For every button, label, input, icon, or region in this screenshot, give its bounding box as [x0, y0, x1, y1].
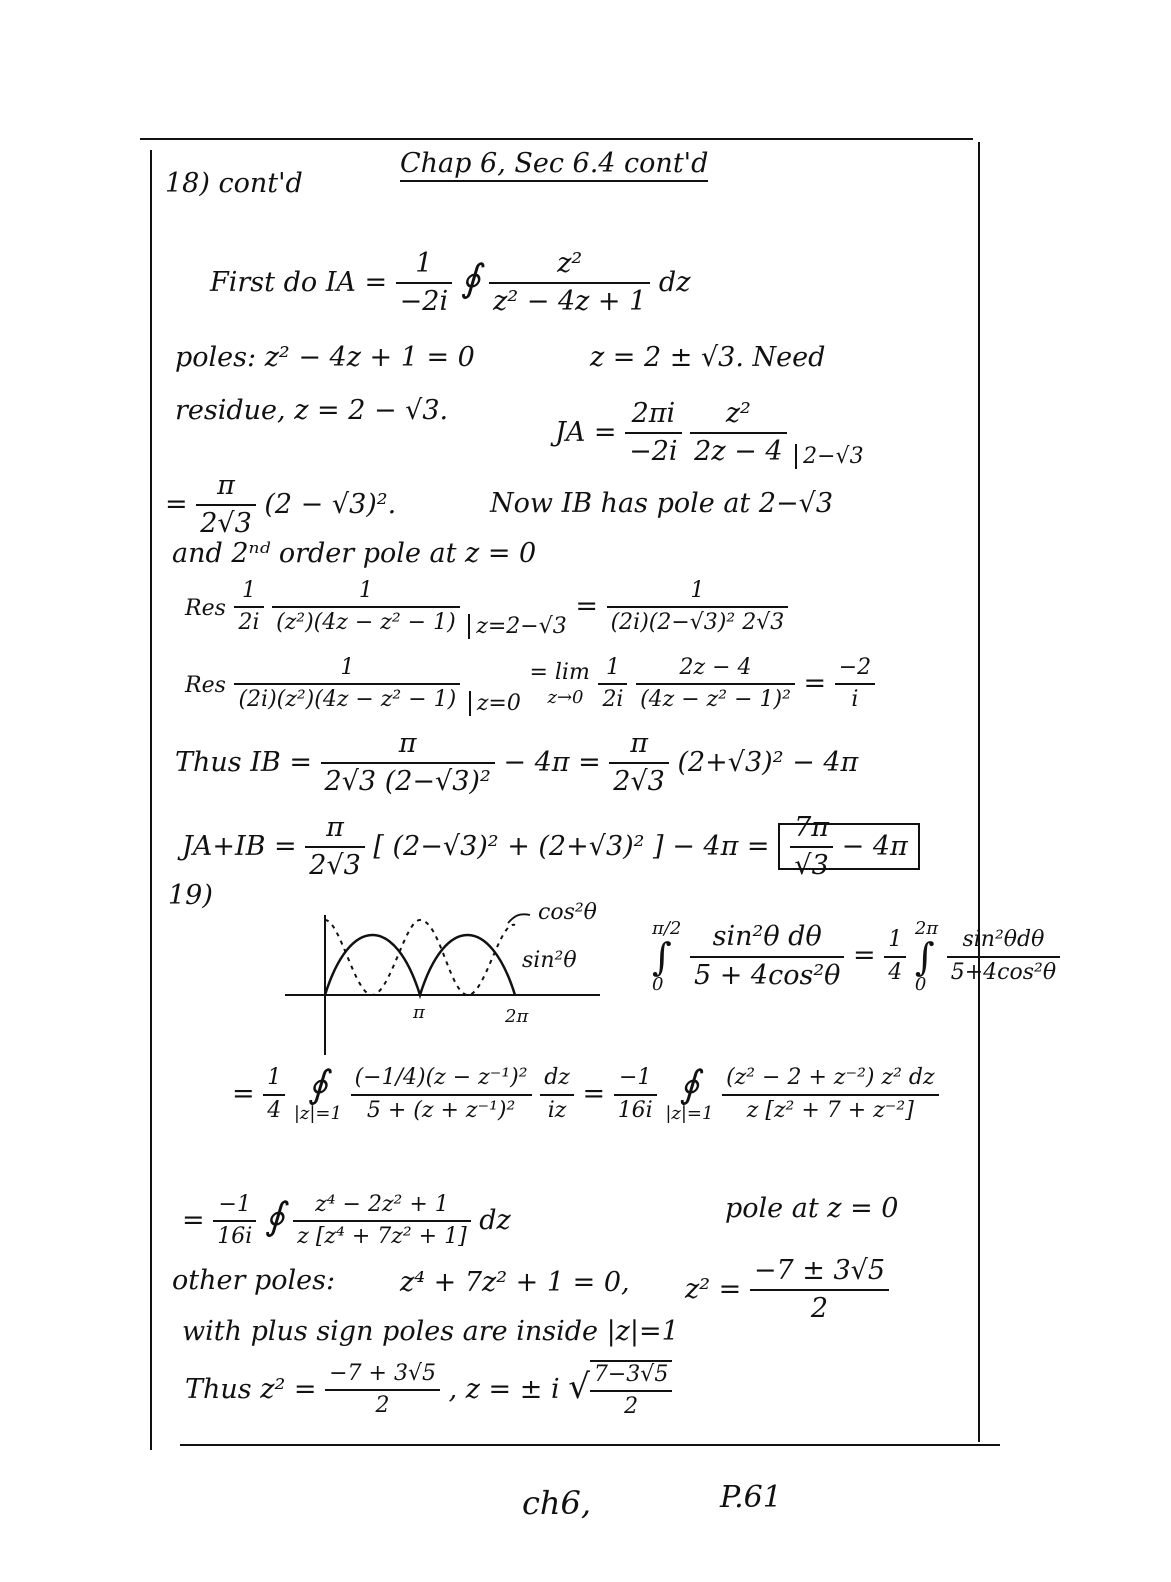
footer-chapter: ch6, — [522, 1484, 592, 1522]
graph-cos-label: cos²θ — [538, 900, 597, 925]
ja-result: = $\frac{\pi}{2√3}$ (2 − √3)². — [165, 470, 397, 540]
ja-frac1: $\frac{2\pi i}{-2i}$ — [625, 398, 681, 469]
top-rule — [140, 138, 973, 140]
sin-squared-curve — [325, 935, 515, 995]
ib-frac1: $\frac{\pi}{\text{2√3 (2−√3)²}}$ — [321, 728, 495, 799]
res1-function: $\frac{1}{\text{(z²)(4z − z² − 1)}}$ — [272, 578, 460, 637]
c1-contour: ∮ |z|=1 — [293, 1062, 342, 1124]
res2-derivative: $\frac{2z - 4}{\text{(4z − z² − 1)²}}$ — [636, 655, 795, 714]
final-answer-box: $\frac{7\pi}{√3}$ − 4π — [778, 823, 920, 870]
res2-coef: $\frac{1}{2i}$ — [598, 655, 627, 714]
poles-equation: poles: z² − 4z + 1 = 0 — [175, 342, 475, 373]
c1-dz: $\frac{dz}{iz}$ — [540, 1065, 574, 1124]
problem-label: 18) cont'd — [165, 168, 303, 199]
left-rule — [150, 150, 152, 1450]
final-poles: Thus z² = $\frac{-7 + 3√5}{2}$ , z = ± i √ $\frac{7-3√5}{2}$ — [185, 1360, 672, 1421]
ib-frac2: $\frac{\pi}{2√3}$ — [609, 728, 669, 799]
thus2-frac: $\frac{-7 + 3√5}{2}$ — [325, 1361, 440, 1420]
residue-1: Res $\frac{1}{2i}$ $\frac{1}{\text{(z²)(4z − z² − 1)}}$ $_{z=2-√3}$ = $\frac{1}{\text{(2i)(2−√3)² 2√3}}$ — [185, 578, 788, 637]
ja-expression — [555, 398, 864, 469]
z2-frac: $\frac{-7 \pm 3√5}{2}$ — [750, 1255, 889, 1326]
thus2-sqrt-frac: $\frac{7-3√5}{2}$ — [590, 1360, 672, 1421]
answer-frac: $\frac{7\pi}{√3}$ — [790, 812, 833, 883]
footer-page-number: P.61 — [720, 1480, 782, 1515]
graph-pi-label: π — [413, 1002, 425, 1023]
ja-frac2: $\frac{\text{z²}}{2z - 4}$ — [690, 398, 786, 469]
ia-label: IA = — [325, 266, 388, 298]
residue-text: residue, z = 2 − √3. — [175, 395, 449, 426]
sum-frac: $\frac{\pi}{2√3}$ — [305, 812, 365, 883]
integral-limits: π/2 ∫ 0 — [652, 918, 682, 995]
res2-result: $\frac{-2}{i}$ — [835, 655, 875, 714]
c1-coef: $\frac{1}{4}$ — [263, 1065, 285, 1124]
plus-sign-note: with plus sign poles are inside |z|=1 — [182, 1316, 679, 1347]
c2-integrand: $\frac{\text{z⁴ − 2z² + 1}}{\text{z [z⁴ + 7z² + 1]}}$ — [293, 1192, 470, 1251]
res2-eval: z=0 — [469, 691, 521, 716]
rhs-limits: 2π ∫ 0 — [914, 918, 939, 995]
second-order-text: and 2ⁿᵈ order pole at z = 0 — [172, 538, 537, 569]
c1-integrand: $\frac{\text{(−1/4)(z − z⁻¹)²}}{\text{5 + (z + z⁻¹)²}}$ — [351, 1065, 532, 1124]
sum-result: JA+IB = $\frac{\pi}{2√3}$ [ (2−√3)² + (2+√3)² ] − 4π = $\frac{7\pi}{√3}$ − 4π — [182, 812, 920, 883]
c2-contour-icon: ∮ — [264, 1193, 285, 1238]
res1-coef: $\frac{1}{2i}$ — [234, 578, 263, 637]
ia-definition — [210, 248, 690, 319]
other-poles-equation: z⁴ + 7z² + 1 = 0, — [400, 1267, 630, 1298]
other-poles-label: other poles: — [172, 1265, 336, 1296]
contour-step-1: = $\frac{1}{4}$ ∮ |z|=1 $\frac{\text{(−1/4)(z − z⁻¹)²}}{\text{5 + (z + z⁻¹)²}}$ $\frac{dz}{iz}$ = $\frac{-1}{16i}$ ∮ |z|=1 $\frac{\text{(z² − 2 + z⁻²) z² dz}}{\text{z [z² + 7 + z⁻²]}}$ — [232, 1065, 939, 1125]
c1-right-coef: $\frac{-1}{16i}$ — [614, 1065, 657, 1124]
pole-at-zero: pole at z = 0 — [725, 1193, 899, 1224]
z-squared-roots: z² = $\frac{-7 \pm 3√5}{2}$ — [685, 1255, 889, 1326]
right-rule — [978, 142, 980, 1442]
contour-integral-icon: ∮ — [460, 255, 481, 300]
bottom-rule — [180, 1444, 1000, 1446]
cos-pointer — [508, 914, 530, 923]
cos-squared-curve — [325, 920, 515, 995]
real-integral: π/2 ∫ 0 $\frac{\text{sin²θ dθ}}{\text{5 + 4cos²θ}}$ = $\frac{1}{4}$ 2π ∫ 0 $\frac{\text{sin²θdθ}}{\text{5+4cos²θ}}$ — [652, 918, 1060, 995]
res2-limit: = lim z→0 — [529, 660, 590, 708]
ib-result: Thus IB = $\frac{\pi}{\text{2√3 (2−√3)²}}$ − 4π = $\frac{\pi}{2√3}$ (2+√3)² − 4π — [175, 728, 859, 798]
ja-result-frac: $\frac{\pi}{2√3}$ — [196, 470, 256, 541]
ia-integrand: $\frac{\text{z²}}{\text{z² − 4z + 1}}$ — [489, 248, 650, 319]
c2-coef: $\frac{-1}{16i}$ — [213, 1192, 256, 1251]
first-do-text: First do — [210, 266, 318, 298]
res1-eval: z=2−√3 — [468, 614, 566, 639]
ja-label: JA = — [555, 416, 617, 448]
real-integrand: $\frac{\text{sin²θ dθ}}{\text{5 + 4cos²θ}}$ — [690, 921, 844, 992]
rhs-integrand: $\frac{\text{sin²θdθ}}{\text{5+4cos²θ}}$ — [947, 927, 1060, 986]
c1-right-contour: ∮ |z|=1 — [665, 1062, 714, 1124]
ja-eval-bar: 2−√3 — [795, 444, 863, 469]
contour-step-2: = $\frac{-1}{16i}$ ∮ $\frac{\text{z⁴ − 2z² + 1}}{\text{z [z⁴ + 7z² + 1]}}$ dz — [182, 1192, 511, 1250]
ib-pole-text: Now IB has pole at 2−√3 — [490, 488, 834, 519]
c1-right-integrand: $\frac{\text{(z² − 2 + z⁻²) z² dz}}{\text{z [z² + 7 + z⁻²]}}$ — [722, 1065, 939, 1124]
rhs-coefficient: $\frac{1}{4}$ — [884, 927, 906, 986]
res1-result: $\frac{1}{\text{(2i)(2−√3)² 2√3}}$ — [607, 578, 789, 637]
graph-sin-label: sin²θ — [522, 948, 577, 973]
ia-coefficient: $\frac{1}{-2i}$ — [396, 248, 452, 319]
graph-2pi-label: 2π — [505, 1006, 529, 1027]
problem-19-label: 19) — [168, 880, 213, 911]
sqrt-icon: √ — [568, 1366, 590, 1407]
residue-2: Res $\frac{1}{\text{(2i)(z²)(4z − z² − 1)}}$ $_{z=0}$ = lim z→0 $\frac{1}{2i}$ $\frac{2z - 4}{\text{(4z − z² − 1)²}}$ = $\frac{-2}{i}$ — [185, 655, 875, 714]
page-title: Chap 6, Sec 6.4 cont'd — [400, 148, 708, 182]
res2-function: $\frac{1}{\text{(2i)(z²)(4z − z² − 1)}}$ — [234, 655, 460, 714]
roots-text: z = 2 ± √3. Need — [590, 342, 826, 373]
ia-dz: dz — [658, 266, 691, 298]
